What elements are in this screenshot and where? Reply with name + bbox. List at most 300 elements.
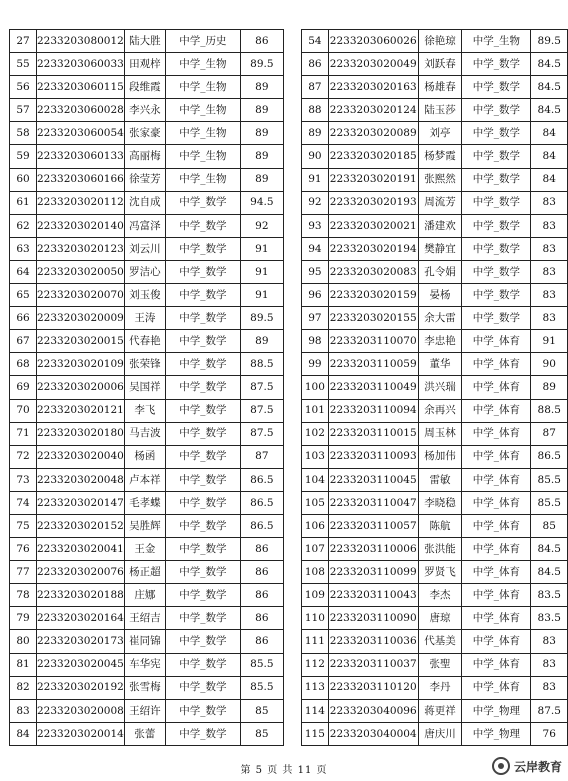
row-number-cell: 92 — [302, 191, 329, 214]
candidate-name-cell: 吴胜辉 — [124, 514, 165, 537]
table-row — [302, 584, 568, 607]
row-number-cell: 115 — [302, 722, 329, 745]
exam-id-cell: 2233203020180 — [37, 422, 125, 445]
exam-id-cell: 2233203020076 — [37, 561, 125, 584]
subject-cell: 中学_数学 — [462, 53, 531, 76]
exam-id-cell: 2233203020045 — [37, 653, 125, 676]
subject-cell: 中学_数学 — [462, 260, 531, 283]
row-number-cell: 66 — [10, 307, 37, 330]
row-number-cell: 96 — [302, 284, 329, 307]
candidate-name-cell: 徐艳琼 — [418, 30, 462, 53]
subject-cell: 中学_数学 — [165, 376, 240, 399]
row-number-cell: 64 — [10, 260, 37, 283]
score-cell: 86 — [240, 561, 283, 584]
score-cell: 89.5 — [240, 307, 283, 330]
table-row — [10, 99, 284, 122]
table-row — [10, 561, 284, 584]
subject-cell: 中学_体育 — [462, 468, 531, 491]
score-cell: 91 — [240, 237, 283, 260]
table-row — [302, 376, 568, 399]
subject-cell: 中学_数学 — [462, 284, 531, 307]
subject-cell: 中学_数学 — [165, 676, 240, 699]
subject-cell: 中学_生物 — [165, 168, 240, 191]
score-table-left — [9, 29, 284, 746]
subject-cell: 中学_生物 — [165, 145, 240, 168]
exam-id-cell: 2233203020008 — [37, 699, 125, 722]
table-row — [10, 699, 284, 722]
candidate-name-cell: 雷敏 — [418, 468, 462, 491]
row-number-cell: 106 — [302, 514, 329, 537]
exam-id-cell: 2233203020040 — [37, 445, 125, 468]
subject-cell: 中学_数学 — [165, 399, 240, 422]
row-number-cell: 86 — [302, 53, 329, 76]
table-row — [302, 76, 568, 99]
row-number-cell: 74 — [10, 491, 37, 514]
table-row — [302, 122, 568, 145]
row-number-cell: 110 — [302, 607, 329, 630]
exam-id-cell: 2233203110057 — [328, 514, 418, 537]
subject-cell: 中学_数学 — [165, 607, 240, 630]
table-row — [10, 284, 284, 307]
exam-id-cell: 2233203020163 — [328, 76, 418, 99]
exam-id-cell: 2233203060033 — [37, 53, 125, 76]
score-cell: 85.5 — [240, 676, 283, 699]
table-row — [302, 353, 568, 376]
subject-cell: 中学_生物 — [165, 122, 240, 145]
table-row — [10, 145, 284, 168]
table-row — [10, 260, 284, 283]
score-cell: 85.5 — [240, 653, 283, 676]
table-row — [10, 376, 284, 399]
exam-id-cell: 2233203040096 — [328, 699, 418, 722]
candidate-name-cell: 崔同锦 — [124, 630, 165, 653]
row-number-cell: 72 — [10, 445, 37, 468]
score-cell: 85 — [240, 722, 283, 745]
candidate-name-cell: 李忠艳 — [418, 330, 462, 353]
row-number-cell: 78 — [10, 584, 37, 607]
candidate-name-cell: 张荣锋 — [124, 353, 165, 376]
table-row — [10, 30, 284, 53]
candidate-name-cell: 唐庆川 — [418, 722, 462, 745]
candidate-name-cell: 王绍吉 — [124, 607, 165, 630]
score-cell: 89.5 — [240, 53, 283, 76]
score-cell: 83 — [531, 630, 568, 653]
candidate-name-cell: 刘亭 — [418, 122, 462, 145]
score-cell: 89 — [240, 168, 283, 191]
candidate-name-cell: 陆大胜 — [124, 30, 165, 53]
score-cell: 76 — [531, 722, 568, 745]
candidate-name-cell: 杨正超 — [124, 561, 165, 584]
score-cell: 87 — [531, 422, 568, 445]
candidate-name-cell: 庄娜 — [124, 584, 165, 607]
subject-cell: 中学_数学 — [462, 307, 531, 330]
subject-cell: 中学_体育 — [462, 676, 531, 699]
score-cell: 85.5 — [531, 468, 568, 491]
subject-cell: 中学_数学 — [165, 561, 240, 584]
row-number-cell: 77 — [10, 561, 37, 584]
subject-cell: 中学_数学 — [165, 491, 240, 514]
candidate-name-cell: 张蕾 — [124, 722, 165, 745]
exam-id-cell: 2233203020049 — [328, 53, 418, 76]
table-row — [10, 676, 284, 699]
score-cell: 87 — [240, 445, 283, 468]
candidate-name-cell: 董华 — [418, 353, 462, 376]
exam-id-cell: 2233203020048 — [37, 468, 125, 491]
table-row — [10, 422, 284, 445]
row-number-cell: 99 — [302, 353, 329, 376]
candidate-name-cell: 杨函 — [124, 445, 165, 468]
exam-id-cell: 2233203110059 — [328, 353, 418, 376]
table-row — [302, 145, 568, 168]
subject-cell: 中学_体育 — [462, 607, 531, 630]
score-cell: 83 — [531, 284, 568, 307]
subject-cell: 中学_数学 — [165, 514, 240, 537]
candidate-name-cell: 蒋更祥 — [418, 699, 462, 722]
subject-cell: 中学_数学 — [462, 145, 531, 168]
exam-id-cell: 2233203020140 — [37, 214, 125, 237]
exam-id-cell: 2233203060115 — [37, 76, 125, 99]
subject-cell: 中学_数学 — [165, 538, 240, 561]
table-row — [10, 307, 284, 330]
exam-id-cell: 2233203110045 — [328, 468, 418, 491]
subject-cell: 中学_物理 — [462, 722, 531, 745]
row-number-cell: 113 — [302, 676, 329, 699]
exam-id-cell: 2233203110047 — [328, 491, 418, 514]
exam-id-cell: 2233203020021 — [328, 214, 418, 237]
score-cell: 91 — [531, 330, 568, 353]
score-cell: 94.5 — [240, 191, 283, 214]
subject-cell: 中学_数学 — [165, 630, 240, 653]
exam-id-cell: 2233203110090 — [328, 607, 418, 630]
table-row — [10, 468, 284, 491]
exam-id-cell: 2233203110093 — [328, 445, 418, 468]
subject-cell: 中学_体育 — [462, 514, 531, 537]
row-number-cell: 102 — [302, 422, 329, 445]
wechat-account-icon — [492, 757, 510, 775]
subject-cell: 中学_体育 — [462, 422, 531, 445]
row-number-cell: 69 — [10, 376, 37, 399]
table-row — [10, 584, 284, 607]
row-number-cell: 105 — [302, 491, 329, 514]
subject-cell: 中学_数学 — [462, 191, 531, 214]
table-row — [10, 53, 284, 76]
score-cell: 89 — [240, 99, 283, 122]
candidate-name-cell: 沈自成 — [124, 191, 165, 214]
row-number-cell: 98 — [302, 330, 329, 353]
candidate-name-cell: 李晓稳 — [418, 491, 462, 514]
exam-id-cell: 2233203020124 — [328, 99, 418, 122]
score-cell: 84.5 — [531, 76, 568, 99]
watermark — [492, 757, 562, 775]
page-footer: 第 5 页 共 11 页 — [240, 765, 328, 776]
exam-id-cell: 2233203020159 — [328, 284, 418, 307]
exam-id-cell: 2233203020152 — [37, 514, 125, 537]
exam-id-cell: 2233203020006 — [37, 376, 125, 399]
candidate-name-cell: 陈航 — [418, 514, 462, 537]
table-row — [10, 191, 284, 214]
subject-cell: 中学_数学 — [165, 445, 240, 468]
subject-cell: 中学_数学 — [165, 699, 240, 722]
subject-cell: 中学_数学 — [165, 722, 240, 745]
row-number-cell: 97 — [302, 307, 329, 330]
subject-cell: 中学_体育 — [462, 353, 531, 376]
candidate-name-cell: 冯富泽 — [124, 214, 165, 237]
exam-id-cell: 2233203110043 — [328, 584, 418, 607]
subject-cell: 中学_体育 — [462, 538, 531, 561]
row-number-cell: 109 — [302, 584, 329, 607]
exam-id-cell: 2233203020009 — [37, 307, 125, 330]
subject-cell: 中学_体育 — [462, 399, 531, 422]
exam-id-cell: 2233203020147 — [37, 491, 125, 514]
exam-id-cell: 2233203020188 — [37, 584, 125, 607]
table-row — [302, 561, 568, 584]
score-cell: 87.5 — [531, 699, 568, 722]
exam-id-cell: 2233203110015 — [328, 422, 418, 445]
row-number-cell: 111 — [302, 630, 329, 653]
exam-id-cell: 2233203110070 — [328, 330, 418, 353]
exam-id-cell: 2233203080012 — [37, 30, 125, 53]
table-row — [10, 122, 284, 145]
exam-id-cell: 2233203020185 — [328, 145, 418, 168]
score-cell: 83 — [531, 191, 568, 214]
row-number-cell: 80 — [10, 630, 37, 653]
score-cell: 90 — [531, 353, 568, 376]
row-number-cell: 57 — [10, 99, 37, 122]
candidate-name-cell: 刘跃春 — [418, 53, 462, 76]
row-number-cell: 70 — [10, 399, 37, 422]
exam-id-cell: 2233203020155 — [328, 307, 418, 330]
row-number-cell: 83 — [10, 699, 37, 722]
exam-id-cell: 2233203020123 — [37, 237, 125, 260]
score-table-right — [301, 29, 568, 746]
row-number-cell: 91 — [302, 168, 329, 191]
exam-id-cell: 2233203020121 — [37, 399, 125, 422]
score-cell: 83.5 — [531, 584, 568, 607]
table-row — [10, 538, 284, 561]
candidate-name-cell: 杨梦霞 — [418, 145, 462, 168]
score-cell: 84.5 — [531, 99, 568, 122]
row-number-cell: 81 — [10, 653, 37, 676]
table-row — [10, 445, 284, 468]
score-cell: 89.5 — [531, 30, 568, 53]
score-cell: 84 — [531, 168, 568, 191]
exam-id-cell: 2233203020083 — [328, 260, 418, 283]
score-cell: 86 — [240, 538, 283, 561]
subject-cell: 中学_数学 — [165, 584, 240, 607]
score-cell: 88.5 — [240, 353, 283, 376]
table-row — [10, 330, 284, 353]
candidate-name-cell: 洪兴瑞 — [418, 376, 462, 399]
candidate-name-cell: 刘玉俊 — [124, 284, 165, 307]
table-row — [10, 514, 284, 537]
subject-cell: 中学_数学 — [462, 214, 531, 237]
row-number-cell: 61 — [10, 191, 37, 214]
score-cell: 87.5 — [240, 399, 283, 422]
exam-id-cell: 2233203020112 — [37, 191, 125, 214]
table-row — [302, 491, 568, 514]
table-row — [302, 214, 568, 237]
table-row — [302, 260, 568, 283]
score-cell: 86.5 — [240, 491, 283, 514]
table-row — [302, 468, 568, 491]
table-row — [302, 30, 568, 53]
row-number-cell: 27 — [10, 30, 37, 53]
table-row — [10, 168, 284, 191]
exam-id-cell: 2233203020070 — [37, 284, 125, 307]
exam-id-cell: 2233203020050 — [37, 260, 125, 283]
candidate-name-cell: 余大雷 — [418, 307, 462, 330]
score-cell: 86 — [240, 607, 283, 630]
candidate-name-cell: 张熙然 — [418, 168, 462, 191]
subject-cell: 中学_数学 — [165, 191, 240, 214]
table-row — [302, 607, 568, 630]
table-row — [302, 99, 568, 122]
subject-cell: 中学_数学 — [462, 122, 531, 145]
score-cell: 87.5 — [240, 422, 283, 445]
candidate-name-cell: 周玉林 — [418, 422, 462, 445]
row-number-cell: 87 — [302, 76, 329, 99]
exam-id-cell: 2233203110036 — [328, 630, 418, 653]
score-cell: 86.5 — [240, 514, 283, 537]
table-row — [10, 399, 284, 422]
exam-id-cell: 2233203110094 — [328, 399, 418, 422]
exam-id-cell: 2233203040004 — [328, 722, 418, 745]
subject-cell: 中学_历史 — [165, 30, 240, 53]
score-cell: 91 — [240, 260, 283, 283]
table-row — [302, 422, 568, 445]
score-cell: 86.5 — [531, 445, 568, 468]
exam-id-cell: 2233203020173 — [37, 630, 125, 653]
score-cell: 83 — [531, 237, 568, 260]
row-number-cell: 103 — [302, 445, 329, 468]
score-cell: 89 — [240, 76, 283, 99]
subject-cell: 中学_数学 — [165, 284, 240, 307]
table-row — [302, 330, 568, 353]
table-row — [302, 168, 568, 191]
exam-id-cell: 2233203020194 — [328, 237, 418, 260]
subject-cell: 中学_数学 — [165, 653, 240, 676]
candidate-name-cell: 王绍许 — [124, 699, 165, 722]
table-row — [302, 514, 568, 537]
candidate-name-cell: 车华宪 — [124, 653, 165, 676]
candidate-name-cell: 刘云川 — [124, 237, 165, 260]
row-number-cell: 65 — [10, 284, 37, 307]
row-number-cell: 89 — [302, 122, 329, 145]
subject-cell: 中学_生物 — [462, 30, 531, 53]
subject-cell: 中学_生物 — [165, 76, 240, 99]
subject-cell: 中学_数学 — [462, 99, 531, 122]
row-number-cell: 107 — [302, 538, 329, 561]
score-cell: 84.5 — [531, 538, 568, 561]
candidate-name-cell: 周流芳 — [418, 191, 462, 214]
row-number-cell: 104 — [302, 468, 329, 491]
candidate-name-cell: 李兴永 — [124, 99, 165, 122]
row-number-cell: 95 — [302, 260, 329, 283]
score-cell: 86 — [240, 630, 283, 653]
table-row — [302, 538, 568, 561]
candidate-name-cell: 卢本祥 — [124, 468, 165, 491]
score-cell: 83 — [531, 307, 568, 330]
table-row — [302, 445, 568, 468]
subject-cell: 中学_体育 — [462, 630, 531, 653]
score-cell: 89 — [240, 122, 283, 145]
subject-cell: 中学_生物 — [165, 53, 240, 76]
table-row — [302, 676, 568, 699]
exam-id-cell: 2233203110037 — [328, 653, 418, 676]
candidate-name-cell: 李飞 — [124, 399, 165, 422]
exam-id-cell: 2233203060054 — [37, 122, 125, 145]
row-number-cell: 93 — [302, 214, 329, 237]
score-cell: 84 — [531, 122, 568, 145]
candidate-name-cell: 田观梓 — [124, 53, 165, 76]
subject-cell: 中学_数学 — [165, 330, 240, 353]
row-number-cell: 79 — [10, 607, 37, 630]
score-cell: 85 — [531, 514, 568, 537]
candidate-name-cell: 陆玉莎 — [418, 99, 462, 122]
subject-cell: 中学_体育 — [462, 491, 531, 514]
row-number-cell: 60 — [10, 168, 37, 191]
candidate-name-cell: 罗贤飞 — [418, 561, 462, 584]
table-row — [302, 722, 568, 745]
row-number-cell: 73 — [10, 468, 37, 491]
row-number-cell: 114 — [302, 699, 329, 722]
score-cell: 87.5 — [240, 376, 283, 399]
subject-cell: 中学_数学 — [165, 422, 240, 445]
table-row — [10, 653, 284, 676]
candidate-name-cell: 晏杨 — [418, 284, 462, 307]
candidate-name-cell: 孔令娟 — [418, 260, 462, 283]
row-number-cell: 55 — [10, 53, 37, 76]
score-cell: 83.5 — [531, 607, 568, 630]
score-cell: 83 — [531, 260, 568, 283]
row-number-cell: 112 — [302, 653, 329, 676]
exam-id-cell: 2233203020015 — [37, 330, 125, 353]
candidate-name-cell: 代基美 — [418, 630, 462, 653]
table-row — [302, 191, 568, 214]
candidate-name-cell: 杨雄春 — [418, 76, 462, 99]
subject-cell: 中学_体育 — [462, 445, 531, 468]
row-number-cell: 94 — [302, 237, 329, 260]
candidate-name-cell: 马吉波 — [124, 422, 165, 445]
score-cell: 91 — [240, 284, 283, 307]
exam-id-cell: 2233203110006 — [328, 538, 418, 561]
row-number-cell: 56 — [10, 76, 37, 99]
exam-id-cell: 2233203020109 — [37, 353, 125, 376]
candidate-name-cell: 李杰 — [418, 584, 462, 607]
row-number-cell: 90 — [302, 145, 329, 168]
subject-cell: 中学_数学 — [462, 237, 531, 260]
subject-cell: 中学_数学 — [165, 260, 240, 283]
candidate-name-cell: 李丹 — [418, 676, 462, 699]
score-cell: 86.5 — [240, 468, 283, 491]
subject-cell: 中学_数学 — [462, 168, 531, 191]
table-row — [10, 214, 284, 237]
score-cell: 83 — [531, 214, 568, 237]
row-number-cell: 54 — [302, 30, 329, 53]
score-cell: 92 — [240, 214, 283, 237]
table-row — [302, 237, 568, 260]
score-cell: 85 — [240, 699, 283, 722]
candidate-name-cell: 罗洁心 — [124, 260, 165, 283]
exam-id-cell: 2233203110120 — [328, 676, 418, 699]
candidate-name-cell: 王金 — [124, 538, 165, 561]
score-cell: 86 — [240, 584, 283, 607]
candidate-name-cell: 王涛 — [124, 307, 165, 330]
subject-cell: 中学_数学 — [165, 307, 240, 330]
subject-cell: 中学_数学 — [165, 468, 240, 491]
subject-cell: 中学_数学 — [165, 353, 240, 376]
candidate-name-cell: 毛孝蝶 — [124, 491, 165, 514]
